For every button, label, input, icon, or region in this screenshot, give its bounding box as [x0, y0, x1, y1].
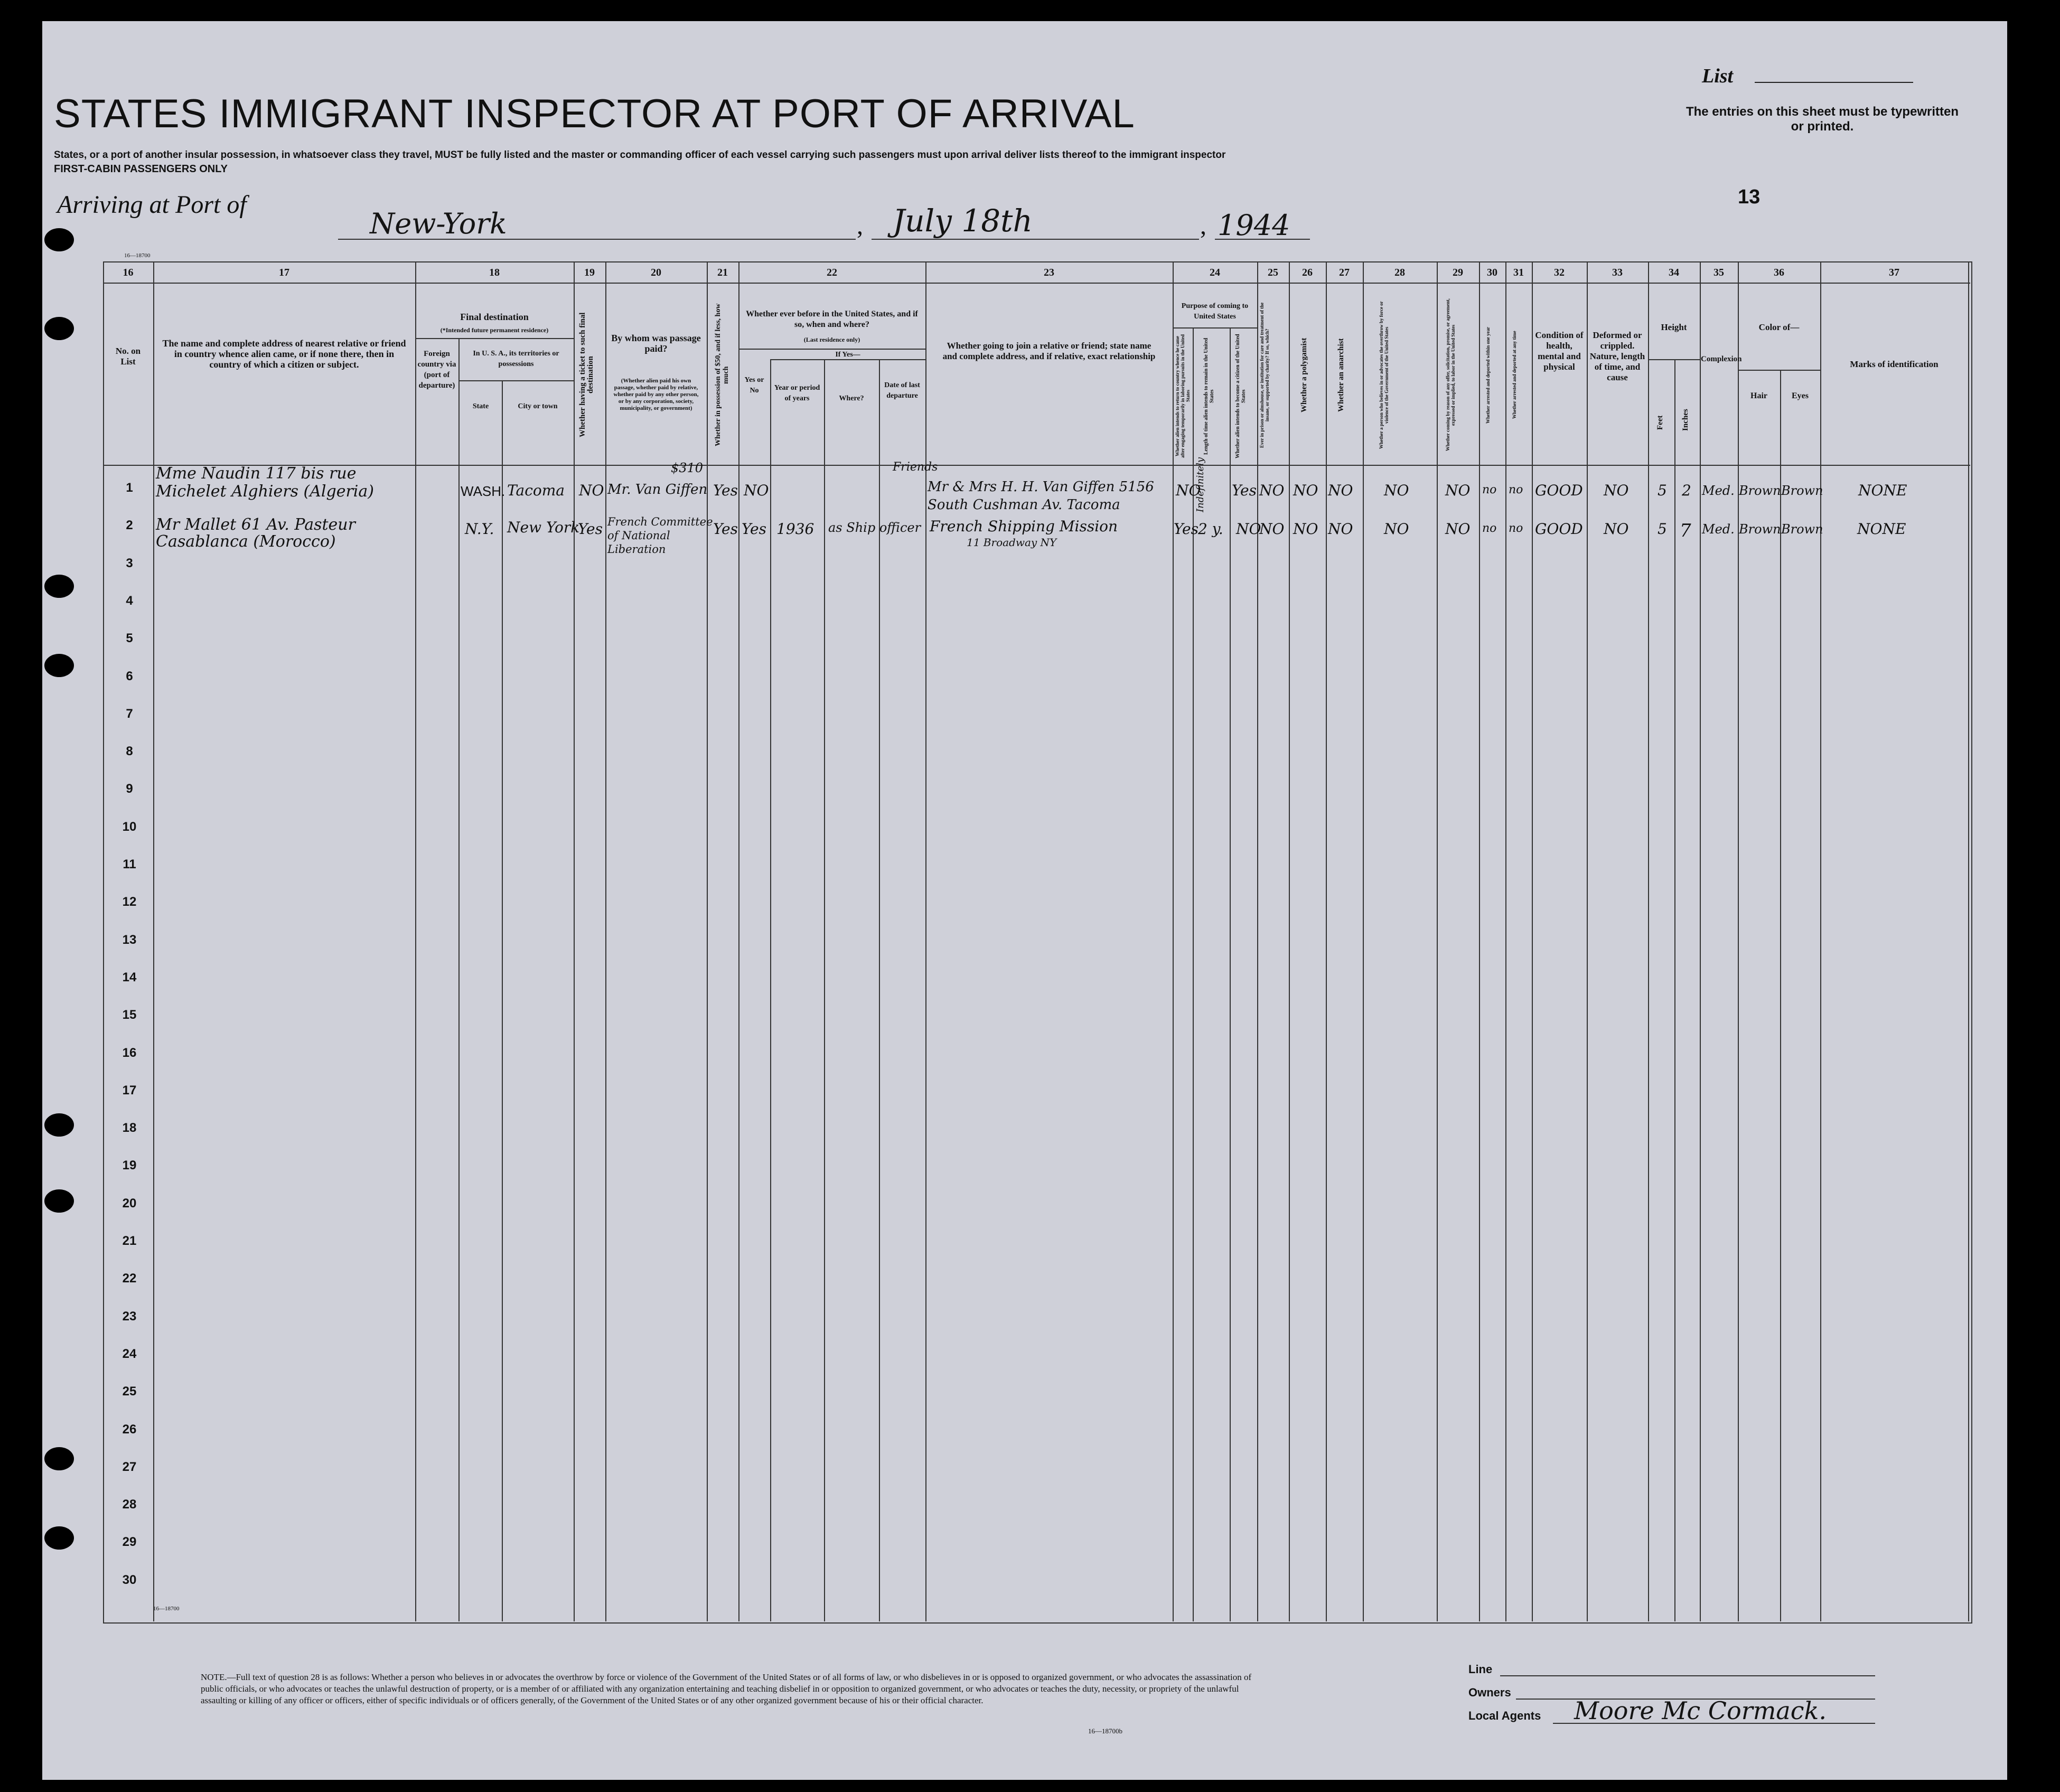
hdr-color: Color of— — [1758, 322, 1800, 332]
col-number-17: 17 — [279, 267, 289, 278]
hdr-health: Condition of health, mental and physical — [1535, 330, 1584, 372]
row1-money-note: $310 — [671, 461, 704, 475]
col-line — [1173, 261, 1174, 1621]
hdr-height: Height — [1661, 322, 1687, 332]
list-label: List — [1702, 65, 1734, 87]
hdr-date-departure: Date of last departure — [884, 381, 920, 400]
row2-paid-by-text: French Committee of National Liberation — [607, 515, 713, 556]
row1-inches: 2 — [1682, 482, 1691, 499]
hdr-feet: Feet — [1656, 415, 1664, 430]
year-value: 1944 — [1218, 209, 1290, 242]
row2-deformed: NO — [1604, 520, 1629, 538]
hdr-polygamist: Whether a polygamist — [1300, 337, 1308, 412]
col-line — [415, 261, 416, 1621]
owners-label: Owners — [1468, 1686, 1511, 1699]
row-number: 16 — [122, 1045, 137, 1060]
row-number: 24 — [122, 1346, 137, 1361]
row1-money: Yes — [713, 482, 738, 499]
col-number-20: 20 — [651, 267, 661, 278]
hdr-passage-paid-sub: (Whether alien paid his own passage, whether paid by relative, whether paid by any other person, or by any corporation, society, municipality, or government) — [613, 378, 699, 411]
row2-relative-line1 — [156, 517, 404, 551]
hdr-anarchist: Whether an anarchist — [1337, 338, 1345, 412]
col-number-21: 21 — [717, 267, 728, 278]
row-number: 25 — [122, 1384, 137, 1399]
row2-join: French Shipping Mission — [930, 518, 1118, 535]
row2-hair: Brown — [1739, 522, 1781, 537]
sheet-number: 13 — [1738, 186, 1761, 208]
col-line — [1230, 327, 1231, 1621]
col-number-34: 34 — [1669, 267, 1679, 278]
hdr-money: Whether in possession of $50, and if less, how much — [714, 303, 730, 447]
row-number: 26 — [122, 1422, 137, 1437]
col-line — [458, 338, 460, 1621]
row-number: 5 — [126, 631, 133, 646]
hdr-before-us: Whether ever before in the United States, and if so, when and where? — [746, 309, 918, 329]
col-line — [1437, 261, 1438, 1621]
hdr-before-us-sub: (Last residence only) — [803, 336, 860, 343]
row-number: 30 — [122, 1572, 137, 1587]
hdr-final-destination-sub: (*Intended future permanent residence) — [440, 326, 549, 334]
row1-relative: Mme Naudin 117 bis rue Michelet Alghiers (Algeria) — [156, 464, 374, 501]
row2-labor: NO — [1445, 520, 1471, 538]
footer-note: NOTE.—Full text of question 28 is as follows: Whether a person who believes in or advocates the overthrow by force or violence of the Government of the United States or of all forms of law, or who disbelieves in or is opposed to organized government, or who advocates the assassination of public officials, or who advocates or teaches the unlawful destruction of property, or is a member of or affiliated with any organization entertaining and teaching disbelief in or opposition to organized government, or who advocates or teaches the duty, necessity, or propriety of the unlawful assaulting or killing of any officer or officers, either of specific individuals or of officers generally, of the Government of the United States or of any other organized government because of his or their official character. — [201, 1672, 1252, 1705]
hdr-where: Where? — [839, 395, 864, 402]
row1-city: Tacoma — [507, 482, 565, 499]
row1-join-text: Mr & Mrs H. H. Van Giffen 5156 South Cushman Av. Tacoma — [928, 479, 1154, 513]
row-number: 7 — [126, 706, 133, 721]
row-number: 28 — [122, 1497, 137, 1512]
row2-city: New York — [507, 519, 580, 536]
row2-where: as Ship officer — [828, 520, 921, 535]
row-number: 27 — [122, 1459, 137, 1474]
row-number: 11 — [123, 857, 136, 871]
list-line — [1755, 82, 1913, 83]
row2-health: GOOD — [1535, 520, 1583, 538]
row-number: 20 — [122, 1196, 137, 1211]
line-underline — [1500, 1675, 1875, 1676]
col-number-23: 23 — [1044, 267, 1054, 278]
hdr-overthrow: Whether a person who believes in or advocates the overthrow by force or violence of the Government of the United States — [1379, 301, 1389, 449]
hdr-prison: Ever in prison or almshouse, or institution for care and treatment of the insane, or supported by charity? If so, which? — [1259, 302, 1270, 448]
col-number-35: 35 — [1713, 267, 1724, 278]
col-number-22: 22 — [827, 267, 837, 278]
row2-ticket: Yes — [578, 520, 603, 538]
row2-year-period: 1936 — [776, 520, 814, 538]
row2-length: 2 y. — [1198, 520, 1223, 538]
row-number: 1 — [126, 481, 133, 495]
subhdr-line — [1173, 327, 1257, 329]
local-agents-label: Local Agents — [1468, 1709, 1541, 1722]
col-number-29: 29 — [1453, 267, 1463, 278]
row1-deported1: no — [1482, 483, 1497, 496]
row-number: 12 — [122, 895, 137, 909]
punch-hole — [44, 228, 74, 251]
col-line — [153, 261, 154, 1621]
row-number: 10 — [122, 819, 137, 834]
hdr-inches: Inches — [1681, 409, 1690, 431]
col-line — [1532, 261, 1533, 1621]
hdr-eyes: Eyes — [1792, 391, 1809, 400]
hdr-deported-any: Whether arrested and deported at any time — [1512, 331, 1517, 419]
row2-deported1: no — [1482, 522, 1497, 535]
col-line — [502, 380, 503, 1621]
col-line — [707, 261, 708, 1621]
col-line — [574, 261, 575, 1621]
col-line — [1780, 370, 1781, 1621]
hdr-foreign-country: Foreign country via (port of departure) — [417, 350, 456, 390]
row1-feet: 5 — [1658, 482, 1667, 499]
row1-return: NO — [1176, 482, 1201, 499]
row1-ticket: NO — [579, 482, 604, 499]
row-number: 21 — [122, 1234, 137, 1248]
hdr-if-yes: If Yes— — [835, 351, 860, 359]
row-number: 6 — [126, 669, 133, 683]
form-code-bottom: 16—18700 — [153, 1606, 180, 1612]
hdr-yes-no: Yes or No — [744, 376, 764, 395]
col-number-31: 31 — [1513, 267, 1524, 278]
row2-relative: Mr Mallet 61 Av. Pasteur Casablanca (Morocco) — [156, 515, 355, 551]
row-number: 3 — [126, 556, 133, 570]
hdr-hair: Hair — [1750, 391, 1767, 400]
row-number: 14 — [122, 970, 137, 984]
row-number: 17 — [122, 1083, 137, 1097]
footer-code: 16—18700b — [1088, 1727, 1122, 1735]
col-line — [1289, 261, 1290, 1621]
col-line — [1363, 261, 1364, 1621]
row1-state: WASH. — [461, 483, 505, 499]
row1-hair: Brown — [1739, 483, 1781, 498]
row1-before-us: NO — [744, 482, 769, 499]
punch-hole — [44, 1447, 74, 1470]
col-line — [1587, 261, 1588, 1621]
hdr-purpose-length: Length of time alien intends to remain in the United States — [1203, 337, 1215, 455]
row-number: 15 — [122, 1008, 137, 1022]
col-line — [1479, 261, 1480, 1621]
comma: , — [1200, 212, 1206, 240]
col-number-16: 16 — [123, 267, 134, 278]
col-line — [1700, 261, 1701, 1621]
col-number-19: 19 — [584, 267, 595, 278]
col-line — [1505, 261, 1506, 1621]
row-number: 29 — [122, 1535, 137, 1550]
entries-note: The entries on this sheet must be typewritten or printed. — [1686, 105, 1959, 134]
row-number: 23 — [122, 1309, 137, 1324]
row2-polygamist: NO — [1293, 520, 1318, 538]
hdr-complexion: Complexion — [1701, 355, 1742, 363]
col-line — [605, 261, 606, 1621]
row1-citizen: Yes — [1232, 482, 1257, 499]
hdr-state: State — [472, 402, 489, 410]
row-number: 9 — [126, 782, 133, 796]
row2-join-note: 11 Broadway NY — [967, 536, 1057, 549]
col-number-26: 26 — [1302, 267, 1313, 278]
header-divider — [103, 283, 1970, 284]
row2-return: Yes — [1174, 520, 1198, 538]
row1-paid-by: Mr. Van Giffen — [607, 482, 708, 498]
page-title: STATES IMMIGRANT INSPECTOR AT PORT OF ARRIVAL — [54, 91, 1135, 136]
hdr-deformed: Deformed or crippled. Nature, length of time, and cause — [1589, 330, 1645, 382]
row2-inches: 7 — [1680, 520, 1691, 541]
punch-hole — [44, 1189, 74, 1213]
hdr-year-period: Year or period of years — [774, 384, 820, 402]
row2-anarchist: NO — [1328, 520, 1353, 538]
col-number-25: 25 — [1268, 267, 1278, 278]
col-number-18: 18 — [489, 267, 500, 278]
col-line — [1738, 261, 1739, 1621]
row-number: 22 — [122, 1271, 137, 1286]
row2-citizen: NO — [1236, 520, 1261, 538]
punch-hole — [44, 575, 74, 598]
row2-paid-by — [607, 515, 713, 557]
row2-state: N.Y. — [465, 520, 494, 538]
col-line — [1326, 261, 1327, 1621]
row2-feet: 5 — [1658, 520, 1667, 538]
page-subtitle: States, or a port of another insular possession, in whatsoever class they travel, MUST be fully listed and the master or commanding officer of each vessel carrying such passengers must upon arrival deliver lists thereof to the immigrant inspector — [54, 149, 1226, 161]
date-underline — [872, 239, 1199, 240]
row1-labor: NO — [1445, 482, 1471, 499]
hdr-in-usa: In U. S. A., its territories or possessions — [473, 350, 559, 368]
row1-health: GOOD — [1535, 482, 1583, 499]
row1-polygamist: NO — [1293, 482, 1318, 499]
subhdr-line — [1648, 359, 1700, 360]
hdr-purpose-citizen: Whether alien intends to become a citizen of the United States — [1235, 334, 1247, 458]
subhdr-line — [1738, 370, 1820, 371]
subhdr-line — [415, 338, 574, 339]
row1-relative-line1 — [156, 465, 404, 501]
hdr-labor-offer: Whether coming by reason of any offer, solicitation, promise, or agreement, expressed or implied, to labor in the United States — [1445, 298, 1456, 452]
col-line — [1820, 261, 1821, 1621]
row1-marks: NONE — [1858, 482, 1907, 499]
col-line — [738, 261, 739, 1621]
col-line — [770, 359, 771, 1621]
row1-length: Indefinitely — [1195, 457, 1206, 512]
row-number: 8 — [126, 744, 133, 759]
hdr-final-destination: Final destination — [460, 312, 529, 322]
hdr-ticket: Whether having a ticket to such final destination — [578, 312, 595, 438]
hdr-purpose: Purpose of coming to United States — [1181, 302, 1249, 321]
class-line: FIRST-CABIN PASSENGERS ONLY — [54, 163, 228, 175]
col-line — [1257, 261, 1258, 1621]
subhdr-line — [458, 380, 574, 381]
row2-complexion: Med. — [1702, 522, 1735, 537]
col-line — [1648, 261, 1649, 1621]
col-line — [824, 359, 825, 1621]
hdr-join-relative: Whether going to join a relative or friend; state name and complete address, and if relative, exact relationship — [942, 341, 1156, 361]
punch-hole — [44, 317, 74, 340]
row1-complexion: Med. — [1702, 483, 1735, 498]
row1-join-note: Friends — [893, 461, 938, 474]
line-label: Line — [1468, 1663, 1493, 1676]
row2-deported2: no — [1509, 522, 1523, 535]
punch-hole — [44, 1526, 74, 1550]
port-value: New-York — [370, 207, 507, 240]
row-number: 18 — [122, 1121, 137, 1136]
col-number-36: 36 — [1774, 267, 1784, 278]
row1-eyes: Brown — [1781, 483, 1823, 498]
col-number-37: 37 — [1889, 267, 1899, 278]
punch-hole — [44, 1113, 74, 1137]
row2-eyes: Brown — [1781, 522, 1823, 537]
hdr-marks: Marks of identification — [1850, 359, 1939, 369]
col-number-33: 33 — [1612, 267, 1623, 278]
col-number-32: 32 — [1554, 267, 1565, 278]
hdr-city: City or town — [518, 402, 558, 410]
col-line — [879, 359, 880, 1621]
date-value: July 18th — [893, 203, 1033, 239]
local-agents-value: Moore Mc Cormack. — [1574, 1696, 1827, 1725]
row-number: 13 — [122, 932, 137, 947]
row1-deformed: NO — [1604, 482, 1629, 499]
row-number: 4 — [126, 593, 133, 608]
col-number-30: 30 — [1487, 267, 1497, 278]
col-line — [1674, 359, 1675, 1621]
punch-hole — [44, 654, 74, 677]
arriving-label: Arriving at Port of — [57, 191, 247, 219]
row-number: 2 — [126, 518, 133, 533]
row2-overthrow: NO — [1384, 520, 1409, 538]
row1-prison: NO — [1259, 482, 1285, 499]
row2-prison: NO — [1259, 520, 1285, 538]
row1-overthrow: NO — [1384, 482, 1409, 499]
row1-join — [928, 478, 1171, 514]
comma: , — [857, 212, 863, 240]
hdr-deported-year: Whether arrested and deported within one year — [1485, 326, 1491, 424]
col-number-28: 28 — [1394, 267, 1405, 278]
hdr-relative: The name and complete address of nearest relative or friend in country whence alien came, or if none there, then in country of which a citizen or subject. — [162, 338, 406, 370]
row2-marks: NONE — [1857, 520, 1906, 538]
row2-before-us: Yes — [742, 520, 766, 538]
row-number: 19 — [122, 1158, 137, 1173]
col-number-24: 24 — [1210, 267, 1220, 278]
row1-anarchist: NO — [1328, 482, 1353, 499]
row2-money: Yes — [713, 520, 738, 538]
hdr-passage-paid: By whom was passage paid? — [611, 333, 701, 354]
col-line — [1968, 261, 1969, 1621]
hdr-no-on-list: No. on List — [115, 346, 141, 367]
hdr-purpose-return: Whether alien intends to return to country whence he came after engaging temporarily in laboring pursuits in the United States — [1175, 334, 1191, 458]
form-code-top: 16—18700 — [124, 252, 151, 259]
col-number-27: 27 — [1339, 267, 1350, 278]
row1-deported2: no — [1509, 483, 1523, 496]
